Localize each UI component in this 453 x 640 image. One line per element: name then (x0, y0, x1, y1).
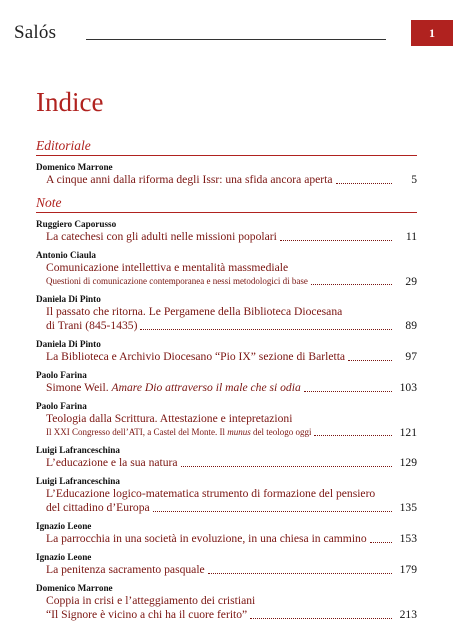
entry-title (46, 381, 301, 395)
toc-entry[interactable] (36, 400, 417, 439)
entry-title-line (36, 381, 417, 395)
entry-author: Ignazio Leone (36, 521, 92, 531)
entry-title-line (36, 261, 417, 275)
toc-entry[interactable] (36, 475, 417, 515)
entry-page: 103 (399, 381, 417, 394)
entry-title: La parrocchia in una società in evoluzione, in una chiesa in cammino (46, 532, 367, 545)
entry-page: 129 (399, 456, 417, 469)
toc-entry[interactable] (36, 161, 417, 187)
toc-entry[interactable] (36, 218, 417, 244)
entry-author: Paolo Farina (36, 370, 87, 380)
entry-title-line (36, 305, 417, 319)
entry-title: Il passato che ritorna. Le Pergamene della Biblioteca Diocesana (46, 305, 343, 318)
dot-leader (140, 329, 392, 330)
entry-title: Teologia dalla Scrittura. Attestazione e intepretazioni (46, 412, 293, 425)
toc-entry[interactable] (36, 582, 417, 622)
entry-page: 29 (405, 275, 417, 288)
section-heading: Editoriale (36, 138, 417, 156)
entry-title-line (36, 563, 417, 577)
entry-title-continued: di Trani (845-1435) (46, 319, 138, 332)
page-title: Indice (36, 87, 104, 117)
dot-leader (370, 542, 392, 543)
entry-title: La penitenza sacramento pasquale (46, 563, 205, 576)
entry-title-line (36, 350, 417, 364)
entry-title-line (36, 230, 417, 244)
entry-subtitle (46, 426, 311, 439)
toc-entry[interactable] (36, 369, 417, 395)
entry-author: Domenico Marrone (36, 162, 113, 172)
dot-leader (336, 183, 392, 184)
page-number-tab: 1 (411, 20, 453, 46)
dot-leader (153, 511, 392, 512)
entry-page: 153 (399, 532, 417, 545)
entry-subtitle-line (36, 275, 417, 288)
entry-author: Antonio Ciaula (36, 250, 96, 260)
toc-entry[interactable] (36, 444, 417, 470)
header-rule (86, 39, 386, 40)
dot-leader (208, 573, 392, 574)
entry-author: Domenico Marrone (36, 583, 113, 593)
toc-entry[interactable] (36, 520, 417, 546)
entry-subtitle-line (36, 426, 417, 439)
entry-page: 89 (405, 319, 417, 332)
entry-title: L’educazione e la sua natura (46, 456, 178, 469)
entry-title-part: Simone Weil. (46, 381, 112, 394)
dot-leader (304, 391, 392, 392)
entry-title-line (36, 594, 417, 608)
entry-author: Ignazio Leone (36, 552, 92, 562)
entry-title: Coppia in crisi e l’atteggiamento dei cristiani (46, 594, 256, 607)
entry-title-line (36, 412, 417, 426)
dot-leader (250, 618, 392, 619)
entry-page: 97 (405, 350, 417, 363)
entry-author: Daniela Di Pinto (36, 339, 101, 349)
entry-title: L’Educazione logico-matematica strumento di formazione del pensiero (46, 487, 376, 500)
section-editoriale (36, 138, 417, 187)
entry-title-line (36, 501, 417, 515)
entry-page: 121 (399, 426, 417, 439)
toc-entry[interactable] (36, 293, 417, 333)
entry-author: Daniela Di Pinto (36, 294, 101, 304)
dot-leader (181, 466, 392, 467)
toc-entry[interactable] (36, 551, 417, 577)
entry-title-continued: del cittadino d’Europa (46, 501, 150, 514)
entry-page: 11 (405, 230, 417, 243)
entry-author: Ruggiero Caporusso (36, 219, 117, 229)
entry-title-line (36, 173, 417, 187)
entry-subtitle-part: Il XXI Congresso dell’ATI, a Castel del Monte. Il (46, 427, 228, 437)
dot-leader (348, 360, 392, 361)
entry-page: 5 (411, 173, 417, 186)
entry-page: 135 (399, 501, 417, 514)
entry-title: La Biblioteca e Archivio Diocesano “Pio IX” sezione di Barletta (46, 350, 346, 363)
entry-title: Comunicazione intellettiva e mentalità massmediale (46, 261, 289, 274)
toc-entry[interactable] (36, 249, 417, 288)
dot-leader (280, 240, 392, 241)
entry-title-line (36, 608, 417, 622)
journal-logo: Salós (14, 22, 57, 43)
entry-title: La catechesi con gli adulti nelle missioni popolari (46, 230, 277, 243)
entry-author: Luigi Lafranceschina (36, 445, 120, 455)
entry-title-italic: Amare Dio attraverso il male che si odia (111, 381, 301, 394)
entry-subtitle-part: del teologo oggi (250, 427, 312, 437)
entry-title-line (36, 487, 417, 501)
section-heading: Note (36, 195, 417, 213)
toc-entry[interactable] (36, 338, 417, 364)
entry-subtitle-italic: munus (227, 427, 251, 437)
dot-leader (314, 435, 392, 436)
running-header (14, 22, 386, 48)
dot-leader (311, 284, 392, 285)
entry-title-line (36, 532, 417, 546)
entry-title-continued: “Il Signore è vicino a chi ha il cuore ferito” (46, 608, 248, 621)
entry-author: Paolo Farina (36, 401, 87, 411)
entry-page: 179 (399, 563, 417, 576)
section-note (36, 195, 417, 622)
entry-subtitle: Questioni di comunicazione contemporanea e nessi metodologici di base (46, 276, 308, 286)
entry-author: Luigi Lafranceschina (36, 476, 120, 486)
entry-page: 213 (399, 608, 417, 621)
entry-title-line (36, 319, 417, 333)
entry-title-line (36, 456, 417, 470)
entry-title: A cinque anni dalla riforma degli Issr: una sfida ancora aperta (46, 173, 333, 186)
